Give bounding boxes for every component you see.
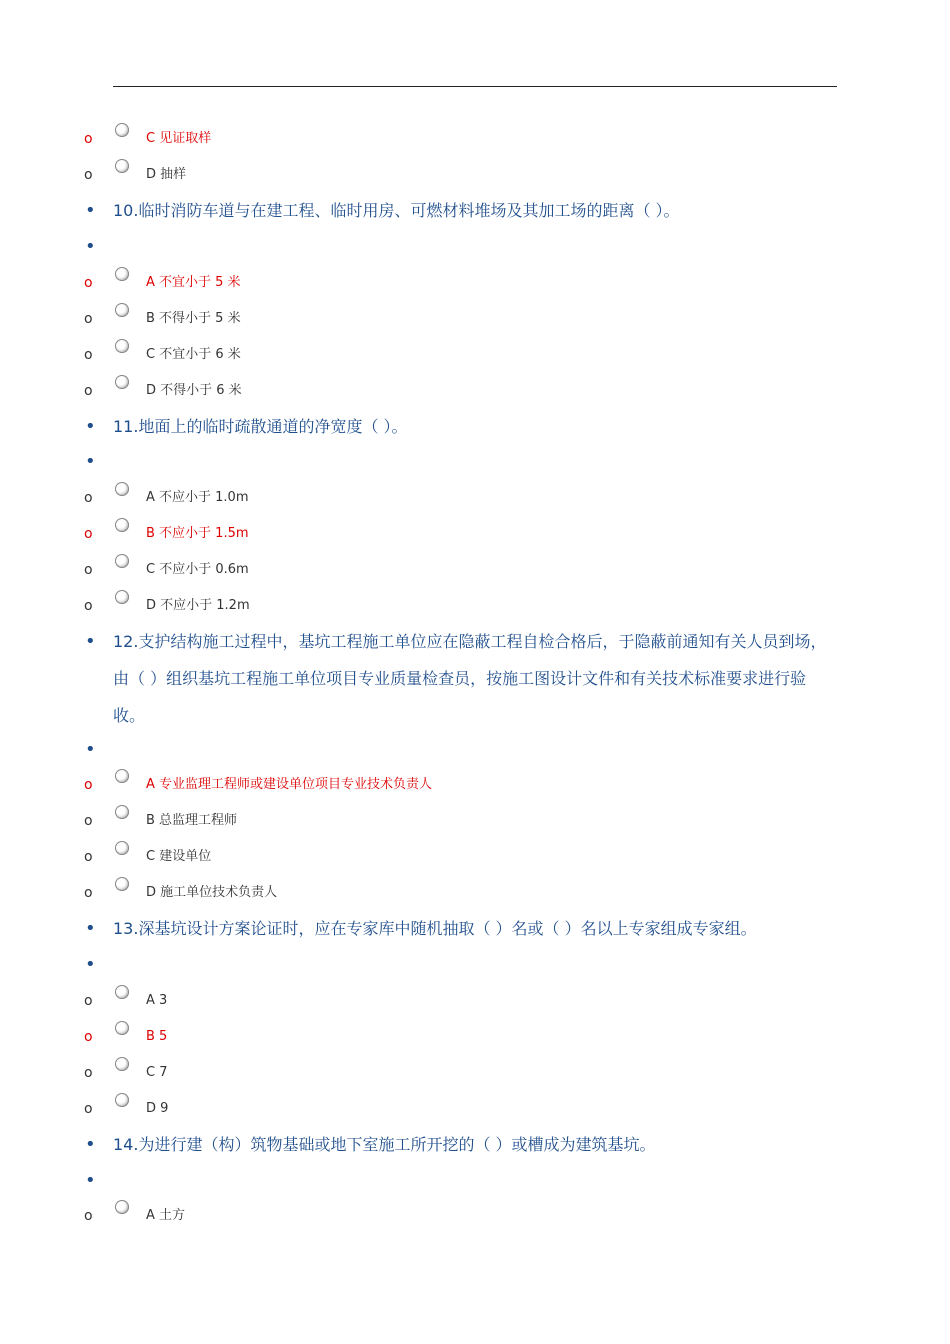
option-row[interactable] — [0, 771, 950, 799]
radio-icon[interactable] — [115, 123, 129, 137]
option-row[interactable] — [0, 125, 950, 153]
question-row — [0, 623, 950, 734]
list-marker: o — [84, 598, 93, 614]
list-marker: o — [84, 993, 93, 1009]
option-label: A 专业监理工程师或建设单位项目专业技术负责人 — [146, 777, 433, 792]
empty-bullet-row — [0, 233, 950, 261]
question-text: 12.支护结构施工过程中，基坑工程施工单位应在隐蔽工程自检合格后，于隐蔽前通知有关人员到场，由（ ）组织基坑工程施工单位项目专业质量检查员，按施工图设计文件和有关技术标准要求进行验收。 — [113, 632, 827, 725]
radio-icon[interactable] — [115, 267, 129, 281]
question-text: 13.深基坑设计方案论证时，应在专家库中随机抽取（ ）名或（ ）名以上专家组成专家组。 — [113, 919, 757, 938]
question-row — [0, 1126, 950, 1163]
radio-icon[interactable] — [115, 554, 129, 568]
question-text: 14.为进行建（构）筑物基础或地下室施工所开挖的（ ）或槽成为建筑基坑。 — [113, 1135, 656, 1154]
option-row[interactable] — [0, 556, 950, 584]
radio-icon[interactable] — [115, 805, 129, 819]
radio-icon[interactable] — [115, 303, 129, 317]
list-marker: o — [84, 383, 93, 399]
option-row[interactable] — [0, 987, 950, 1015]
option-row[interactable] — [0, 161, 950, 189]
radio-icon[interactable] — [115, 1021, 129, 1035]
header-rule — [113, 86, 837, 87]
option-label: A 不应小于 1.0m — [146, 490, 249, 505]
question-row — [0, 192, 950, 229]
list-marker: o — [84, 562, 93, 578]
option-label: C 见证取样 — [146, 131, 212, 146]
option-label: B 总监理工程师 — [146, 813, 238, 828]
list-marker: o — [84, 490, 93, 506]
bullet-marker: • — [85, 416, 96, 437]
question-row — [0, 408, 950, 445]
option-label: A 不宜小于 5 米 — [146, 275, 241, 290]
option-row[interactable] — [0, 1059, 950, 1087]
empty-bullet-row — [0, 448, 950, 476]
question-row — [0, 910, 950, 947]
option-label: C 建设单位 — [146, 849, 212, 864]
option-label: B 不应小于 1.5m — [146, 526, 249, 541]
question-text: 10.临时消防车道与在建工程、临时用房、可燃材料堆场及其加工场的距离（ ）。 — [113, 201, 680, 220]
bullet-marker: • — [85, 451, 96, 472]
option-label: A 土方 — [146, 1208, 186, 1223]
bullet-marker: • — [85, 236, 96, 257]
bullet-marker: • — [85, 739, 96, 760]
option-label: C 不宜小于 6 米 — [146, 347, 241, 362]
option-row[interactable] — [0, 377, 950, 405]
radio-icon[interactable] — [115, 518, 129, 532]
bullet-marker: • — [85, 954, 96, 975]
bullet-marker: • — [85, 1134, 96, 1155]
option-row[interactable] — [0, 269, 950, 297]
option-row[interactable] — [0, 1202, 950, 1230]
list-marker: o — [84, 777, 93, 793]
bullet-marker: • — [85, 200, 96, 221]
radio-icon[interactable] — [115, 841, 129, 855]
empty-bullet-row — [0, 951, 950, 979]
radio-icon[interactable] — [115, 482, 129, 496]
bullet-marker: • — [85, 631, 96, 652]
list-marker: o — [84, 1029, 93, 1045]
bullet-marker: • — [85, 918, 96, 939]
list-marker: o — [84, 1208, 93, 1224]
empty-bullet-row — [0, 1167, 950, 1195]
radio-icon[interactable] — [115, 159, 129, 173]
bullet-marker: • — [85, 1170, 96, 1191]
question-text: 11.地面上的临时疏散通道的净宽度（ ）。 — [113, 417, 408, 436]
list-marker: o — [84, 347, 93, 363]
option-row[interactable] — [0, 305, 950, 333]
option-label: D 不应小于 1.2m — [146, 598, 250, 613]
radio-icon[interactable] — [115, 339, 129, 353]
option-row[interactable] — [0, 341, 950, 369]
radio-icon[interactable] — [115, 375, 129, 389]
empty-bullet-row — [0, 736, 950, 764]
option-row[interactable] — [0, 1023, 950, 1051]
option-label: C 7 — [146, 1065, 168, 1080]
list-marker: o — [84, 813, 93, 829]
list-marker: o — [84, 131, 93, 147]
radio-icon[interactable] — [115, 1093, 129, 1107]
option-label: D 抽样 — [146, 167, 187, 182]
list-marker: o — [84, 526, 93, 542]
option-label: A 3 — [146, 993, 168, 1008]
list-marker: o — [84, 849, 93, 865]
option-label: B 5 — [146, 1029, 168, 1044]
option-label: D 施工单位技术负责人 — [146, 885, 278, 900]
option-label: C 不应小于 0.6m — [146, 562, 249, 577]
list-marker: o — [84, 167, 93, 183]
option-label: D 9 — [146, 1101, 169, 1116]
option-row[interactable] — [0, 520, 950, 548]
list-marker: o — [84, 1065, 93, 1081]
option-label: D 不得小于 6 米 — [146, 383, 242, 398]
radio-icon[interactable] — [115, 985, 129, 999]
list-marker: o — [84, 885, 93, 901]
option-row[interactable] — [0, 807, 950, 835]
list-marker: o — [84, 311, 93, 327]
radio-icon[interactable] — [115, 877, 129, 891]
radio-icon[interactable] — [115, 1200, 129, 1214]
radio-icon[interactable] — [115, 1057, 129, 1071]
option-label: B 不得小于 5 米 — [146, 311, 241, 326]
option-row[interactable] — [0, 843, 950, 871]
option-row[interactable] — [0, 484, 950, 512]
option-row[interactable] — [0, 592, 950, 620]
option-row[interactable] — [0, 879, 950, 907]
radio-icon[interactable] — [115, 590, 129, 604]
list-marker: o — [84, 275, 93, 291]
option-row[interactable] — [0, 1095, 950, 1123]
radio-icon[interactable] — [115, 769, 129, 783]
list-marker: o — [84, 1101, 93, 1117]
